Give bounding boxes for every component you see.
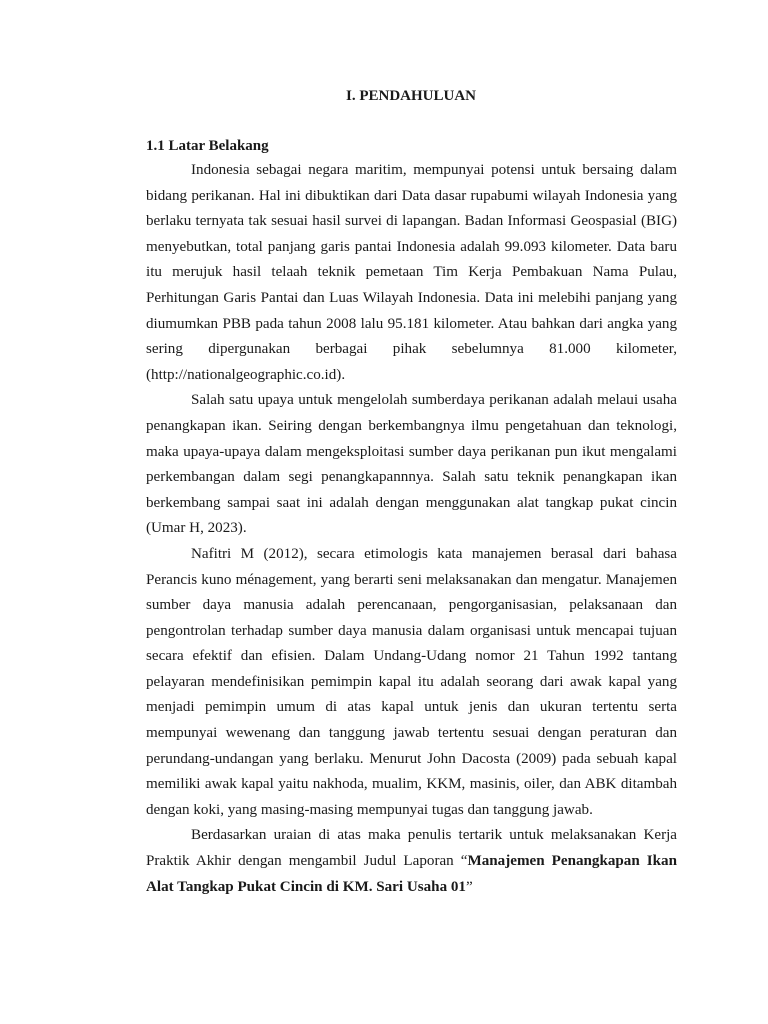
paragraph-1: Indonesia sebagai negara maritim, mempunyai potensi untuk bersaing dalam bidang perikanan. Hal ini dibuktikan dari Data dasar rupabumi wilayah Indonesia yang berlaku ternyata tak sesuai hasil survei di lapangan. Badan Informasi Geospasial (BIG) menyebutkan, total panjang garis pantai Indonesia adalah 99.093 kilometer. Data baru itu merujuk hasil telaah teknik pemetaan Tim Kerja Pembakuan Nama Pulau, Perhitungan Garis Pantai dan Luas Wilayah Indonesia. Data ini melebihi panjang yang diumumkan PBB pada tahun 2008 lalu 95.181 kilometer. Atau bahkan dari angka yang sering dipergunakan berbagai pihak sebelumnya 81.000 kilometer, (http://nationalgeographic.co.id).	[146, 162, 677, 383]
paragraph-4-close-quote: ”	[465, 878, 473, 895]
paragraph-4	[146, 823, 677, 900]
section-heading: 1.1 Latar Belakang	[146, 138, 269, 154]
paragraph-4-lead: Berdasarkan uraian di atas maka penulis tertarik untuk melaksanakan Kerja Praktik Akhir dengan mengambil Judul Laporan “	[146, 827, 677, 870]
chapter-title: I. PENDAHULUAN	[345, 88, 476, 104]
paragraph-3: Nafitri M (2012), secara etimologis kata manajemen berasal dari bahasa Perancis kuno ménagement, yang berarti seni melaksanakan dan mengatur. Manajemen sumber daya manusia adalah perencanaan, pengorganisasian, pelaksanaan dan pengontrolan terhadap sumber daya manusia dalam organisasi untuk mencapai tujuan secara efektif dan efisien. Dalam Undang-Udang nomor 21 Tahun 1992 tantang pelayaran mendefinisikan pemimpin kapal itu adalah seorang dari awak kapal yang menjadi pemimpin umum di atas kapal untuk jenis dan ukuran tertentu serta mempunyai wewenang dan tanggung jawab tertentu sesuai dengan peraturan dan perundang-undangan yang berlaku. Menurut John Dacosta (2009) pada sebuah kapal memiliki awak kapal yaitu nakhoda, mualim, KKM, masinis, oiler, dan ABK ditambah dengan koki, yang masing-masing mempunyai tugas dan tanggung jawab.	[146, 545, 677, 818]
paragraph-2: Salah satu upaya untuk mengelolah sumberdaya perikanan adalah melaui usaha penangkapan ikan. Seiring dengan berkembangnya ilmu pengetahuan dan teknologi, maka upaya-upaya dalam mengeksploitasi sumber daya perikanan pun ikut mengalami perkembangan dalam segi penangkapannnya. Salah satu teknik penangkapan ikan berkembang sampai saat ini adalah dengan menggunakan alat tangkap pukat cincin (Umar H, 2023).	[146, 392, 677, 537]
body-text	[146, 158, 677, 900]
report-title-emphasis: Manajemen Penangkapan Ikan Alat Tangkap Pukat Cincin di KM. Sari Usaha 01	[146, 853, 678, 895]
